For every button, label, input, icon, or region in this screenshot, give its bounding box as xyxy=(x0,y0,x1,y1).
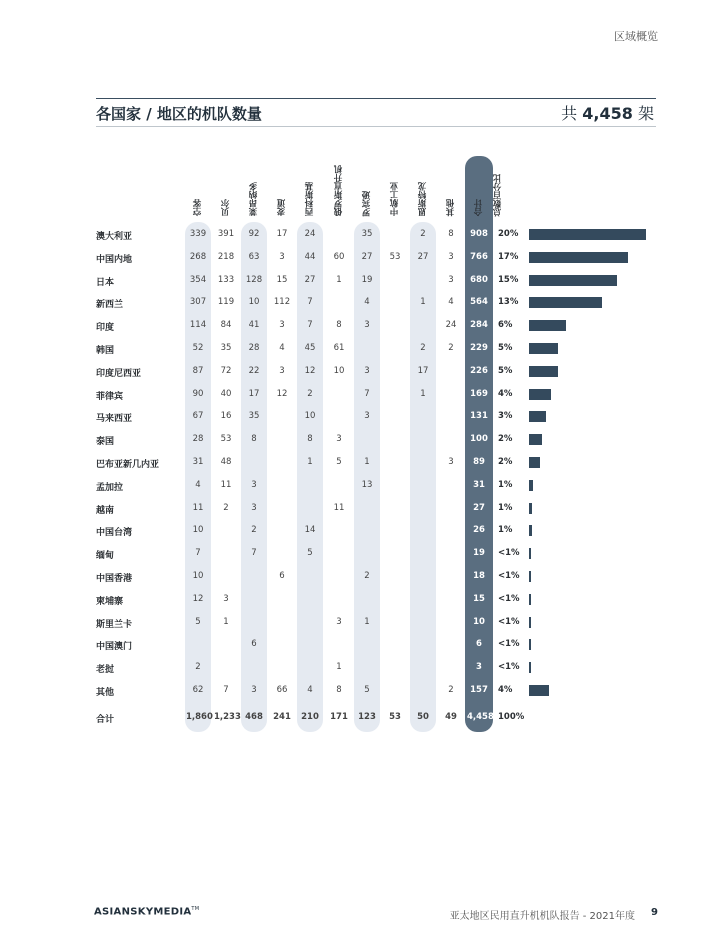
row-label: 泰国 xyxy=(96,437,115,448)
share-bar xyxy=(529,639,531,650)
table-cell: 3 xyxy=(364,411,370,422)
table-cell: 63 xyxy=(248,251,260,262)
table-cell: 31 xyxy=(192,457,204,467)
table-cell: 3 xyxy=(364,320,370,331)
table-cell: 339 xyxy=(189,229,207,239)
row-label: 中国香港 xyxy=(96,574,133,584)
table-cell: 49 xyxy=(445,712,457,722)
table-cell: 1,233 xyxy=(214,712,241,722)
row-label: 柬埔寨 xyxy=(96,596,124,607)
table-cell: 7 xyxy=(223,685,229,695)
table-cell: 7 xyxy=(195,548,201,559)
row-percent: <1% xyxy=(498,639,520,650)
row-percent: <1% xyxy=(498,548,520,559)
table-cell: 22 xyxy=(248,365,260,376)
table-cell: 28 xyxy=(192,434,204,445)
table-cell: 8 xyxy=(251,434,257,445)
row-label: 中国内地 xyxy=(96,254,133,265)
table-cell: 1 xyxy=(336,274,342,285)
share-bar xyxy=(529,548,531,559)
column-header: 恩斯特龙 xyxy=(418,182,428,216)
column-header: 空客 xyxy=(193,199,203,216)
table-cell: 35 xyxy=(248,411,260,422)
row-percent: 13% xyxy=(498,297,519,308)
share-bar xyxy=(529,525,532,536)
table-cell: 45 xyxy=(304,343,316,353)
table-cell: 7 xyxy=(364,388,370,399)
row-percent: 6% xyxy=(498,320,513,331)
table-cell: 2 xyxy=(364,571,370,581)
table-cell: 4 xyxy=(307,685,313,695)
table-cell: 133 xyxy=(217,274,235,285)
table-cell: 3 xyxy=(336,434,342,445)
table-cell: 24 xyxy=(445,320,457,331)
share-bar xyxy=(529,275,617,286)
row-total: 19 xyxy=(473,548,485,559)
table-cell: 1 xyxy=(420,297,426,308)
table-cell: 4 xyxy=(279,343,285,353)
share-bar xyxy=(529,480,533,491)
row-percent: 1% xyxy=(498,479,513,490)
row-total: 908 xyxy=(470,229,488,239)
asiansky-media-logo: ASIANSKYMEDIA™ xyxy=(94,906,200,918)
row-total: 157 xyxy=(470,685,488,695)
table-cell: 2 xyxy=(223,502,229,513)
table-cell: 218 xyxy=(217,251,235,262)
row-percent: 100% xyxy=(498,712,525,722)
table-cell: 1 xyxy=(364,457,370,467)
share-bar xyxy=(529,411,546,422)
table-cell: 3 xyxy=(279,251,285,262)
table-cell: 3 xyxy=(251,685,257,695)
row-total: 6 xyxy=(476,639,482,650)
table-cell: 3 xyxy=(279,365,285,376)
row-percent: 2% xyxy=(498,434,513,445)
table-cell: 52 xyxy=(192,343,204,353)
table-cell: 53 xyxy=(389,712,401,722)
row-percent: <1% xyxy=(498,662,520,673)
row-total: 31 xyxy=(473,479,485,490)
table-cell: 11 xyxy=(220,479,232,490)
share-bar xyxy=(529,366,558,377)
share-bar xyxy=(529,685,549,696)
table-cell: 40 xyxy=(220,388,232,399)
share-bar xyxy=(529,389,551,400)
row-percent: <1% xyxy=(498,616,520,627)
table-cell: 3 xyxy=(364,365,370,376)
column-header: 总数百分比 xyxy=(493,173,503,216)
row-label: 印度 xyxy=(96,323,115,334)
row-label: 巴布亚新几内亚 xyxy=(96,460,160,470)
page-title: 各国家 / 地区的机队数量 xyxy=(96,105,262,123)
table-cell: 17 xyxy=(276,229,288,239)
row-percent: 17% xyxy=(498,251,519,262)
column-header: 中航工业 xyxy=(390,182,400,216)
column-header: 合计 xyxy=(474,199,484,216)
column-header: 莱昂纳多 xyxy=(249,182,259,216)
table-cell: 114 xyxy=(189,320,207,331)
table-cell: 11 xyxy=(333,502,345,513)
column-header: 俄罗斯直升机 xyxy=(334,165,344,216)
share-bar xyxy=(529,434,542,445)
table-cell: 307 xyxy=(189,297,207,308)
row-percent: <1% xyxy=(498,593,520,604)
table-cell: 72 xyxy=(220,365,232,376)
row-label: 斯里兰卡 xyxy=(96,619,133,630)
table-cell: 8 xyxy=(336,320,342,331)
row-percent: 15% xyxy=(498,274,519,285)
table-cell: 1,860 xyxy=(186,712,213,722)
table-cell: 2 xyxy=(251,525,257,536)
table-cell: 8 xyxy=(448,229,454,239)
table-cell: 171 xyxy=(330,712,348,722)
table-cell: 241 xyxy=(273,712,291,722)
row-total: 15 xyxy=(473,593,485,604)
table-cell: 27 xyxy=(361,251,373,262)
table-cell: 4 xyxy=(364,297,370,308)
table-cell: 2 xyxy=(448,685,454,695)
table-cell: 2 xyxy=(307,388,313,399)
table-cell: 210 xyxy=(301,712,319,722)
row-percent: 5% xyxy=(498,343,513,353)
section-label: 区域概览 xyxy=(614,30,658,43)
totals-row-label: 合计 xyxy=(96,715,115,725)
title-rule xyxy=(96,126,656,127)
table-cell: 19 xyxy=(361,274,373,285)
table-cell: 1 xyxy=(307,457,313,467)
row-total: 169 xyxy=(470,388,488,399)
table-cell: 3 xyxy=(251,479,257,490)
share-bar xyxy=(529,617,531,628)
table-cell: 6 xyxy=(279,571,285,581)
table-cell: 354 xyxy=(189,274,207,285)
table-cell: 10 xyxy=(304,411,316,422)
column-header: 罗宾逊 xyxy=(362,190,372,216)
share-bar xyxy=(529,252,628,263)
table-cell: 7 xyxy=(251,548,257,559)
fleet-total-prefix: 共 xyxy=(561,104,578,123)
table-cell: 1 xyxy=(420,388,426,399)
table-cell: 5 xyxy=(364,685,370,695)
table-cell: 112 xyxy=(273,297,291,308)
table-cell: 268 xyxy=(189,251,207,262)
table-cell: 7 xyxy=(307,320,313,331)
row-total: 10 xyxy=(473,616,485,627)
row-total: 100 xyxy=(470,434,488,445)
table-cell: 3 xyxy=(448,457,454,467)
row-total: 680 xyxy=(470,274,488,285)
table-cell: 15 xyxy=(276,274,288,285)
row-percent: 3% xyxy=(498,411,513,422)
row-label: 缅甸 xyxy=(96,551,115,562)
table-cell: 53 xyxy=(389,251,401,262)
row-label: 马来西亚 xyxy=(96,414,133,425)
share-bar xyxy=(529,343,558,354)
table-cell: 13 xyxy=(361,479,373,490)
table-cell: 12 xyxy=(276,388,288,399)
row-percent: 1% xyxy=(498,502,513,513)
share-bar xyxy=(529,662,531,673)
table-cell: 17 xyxy=(248,388,260,399)
table-cell: 28 xyxy=(248,343,260,353)
table-cell: 12 xyxy=(304,365,316,376)
column-header: 麦道 xyxy=(277,199,287,216)
row-total: 18 xyxy=(473,571,485,581)
table-cell: 2 xyxy=(195,662,201,673)
table-cell: 35 xyxy=(220,343,232,353)
table-cell: 27 xyxy=(304,274,316,285)
row-label: 中国澳门 xyxy=(96,642,133,653)
table-cell: 67 xyxy=(192,411,204,422)
row-label: 澳大利亚 xyxy=(96,232,133,242)
share-bar xyxy=(529,503,532,514)
table-cell: 1 xyxy=(336,662,342,673)
row-total: 284 xyxy=(470,320,488,331)
table-cell: 2 xyxy=(420,343,426,353)
column-header: 其他 xyxy=(446,199,456,216)
row-label: 其他 xyxy=(96,688,115,698)
table-cell: 1 xyxy=(223,616,229,627)
row-label: 日本 xyxy=(96,277,115,288)
table-cell: 35 xyxy=(361,229,373,239)
table-cell: 84 xyxy=(220,320,232,331)
share-bar xyxy=(529,229,646,240)
row-total: 89 xyxy=(473,457,485,467)
table-cell: 48 xyxy=(220,457,232,467)
table-cell: 61 xyxy=(333,343,345,353)
table-cell: 27 xyxy=(417,251,429,262)
row-percent: 2% xyxy=(498,457,513,467)
column-header: 西科斯基 xyxy=(305,182,315,216)
table-cell: 391 xyxy=(217,229,235,239)
table-cell: 53 xyxy=(220,434,232,445)
top-rule xyxy=(96,98,656,99)
row-percent: 4% xyxy=(498,388,513,399)
table-cell: 3 xyxy=(448,274,454,285)
table-cell: 4 xyxy=(195,479,201,490)
row-percent: 1% xyxy=(498,525,513,536)
table-cell: 8 xyxy=(307,434,313,445)
table-cell: 12 xyxy=(192,593,204,604)
table-cell: 14 xyxy=(304,525,316,536)
fleet-total-value: 4,458 xyxy=(582,104,633,123)
row-total: 3 xyxy=(476,662,482,673)
report-title: 亚太地区民用直升机机队报告 - 2021年度 xyxy=(449,911,635,922)
table-cell: 3 xyxy=(279,320,285,331)
row-label: 新西兰 xyxy=(96,300,124,311)
row-percent: <1% xyxy=(498,571,520,581)
table-cell: 92 xyxy=(248,229,260,239)
table-cell: 8 xyxy=(336,685,342,695)
table-cell: 16 xyxy=(220,411,232,422)
table-cell: 10 xyxy=(333,365,345,376)
row-total: 564 xyxy=(470,297,488,308)
table-cell: 3 xyxy=(336,616,342,627)
share-bar xyxy=(529,594,531,605)
row-label: 孟加拉 xyxy=(96,482,124,493)
table-cell: 10 xyxy=(192,525,204,536)
table-cell: 90 xyxy=(192,388,204,399)
table-cell: 66 xyxy=(276,685,288,695)
table-cell: 119 xyxy=(217,297,235,308)
row-label: 中国台湾 xyxy=(96,528,133,539)
row-total: 766 xyxy=(470,251,488,262)
table-cell: 128 xyxy=(245,274,263,285)
row-total: 26 xyxy=(473,525,485,536)
table-cell: 3 xyxy=(448,251,454,262)
table-cell: 6 xyxy=(251,639,257,650)
table-cell: 41 xyxy=(248,320,260,331)
table-cell: 3 xyxy=(223,593,229,604)
column-header: 贝尔 xyxy=(221,199,231,216)
table-cell: 468 xyxy=(245,712,263,722)
row-label: 老挝 xyxy=(96,665,115,676)
table-cell: 10 xyxy=(248,297,260,308)
row-label: 菲律宾 xyxy=(96,391,124,402)
table-cell: 4 xyxy=(448,297,454,308)
table-cell: 11 xyxy=(192,502,204,513)
table-cell: 17 xyxy=(417,365,429,376)
share-bar xyxy=(529,297,602,308)
row-total: 131 xyxy=(470,411,488,422)
page-number: 9 xyxy=(651,907,658,918)
row-total: 229 xyxy=(470,343,488,353)
table-cell: 3 xyxy=(251,502,257,513)
share-bar xyxy=(529,320,566,331)
share-bar xyxy=(529,571,531,582)
table-cell: 24 xyxy=(304,229,316,239)
table-cell: 5 xyxy=(336,457,342,467)
table-cell: 10 xyxy=(192,571,204,581)
row-percent: 20% xyxy=(498,229,519,239)
table-cell: 62 xyxy=(192,685,204,695)
table-cell: 7 xyxy=(307,297,313,308)
row-percent: 4% xyxy=(498,685,513,695)
share-bar xyxy=(529,457,540,468)
row-total: 4,458 xyxy=(467,712,494,722)
table-cell: 5 xyxy=(195,616,201,627)
table-cell: 2 xyxy=(448,343,454,353)
row-total: 226 xyxy=(470,365,488,376)
table-cell: 44 xyxy=(304,251,316,262)
table-cell: 87 xyxy=(192,365,204,376)
table-cell: 60 xyxy=(333,251,345,262)
row-label: 越南 xyxy=(96,505,115,516)
table-cell: 2 xyxy=(420,229,426,239)
fleet-total-suffix: 架 xyxy=(637,104,654,123)
row-percent: 5% xyxy=(498,365,513,376)
fleet-total xyxy=(561,101,654,124)
row-label: 印度尼西亚 xyxy=(96,368,142,379)
table-cell: 50 xyxy=(417,712,429,722)
table-cell: 5 xyxy=(307,548,313,559)
row-label: 韩国 xyxy=(96,346,115,356)
row-total: 27 xyxy=(473,502,485,513)
table-cell: 123 xyxy=(358,712,376,722)
table-cell: 1 xyxy=(364,616,370,627)
